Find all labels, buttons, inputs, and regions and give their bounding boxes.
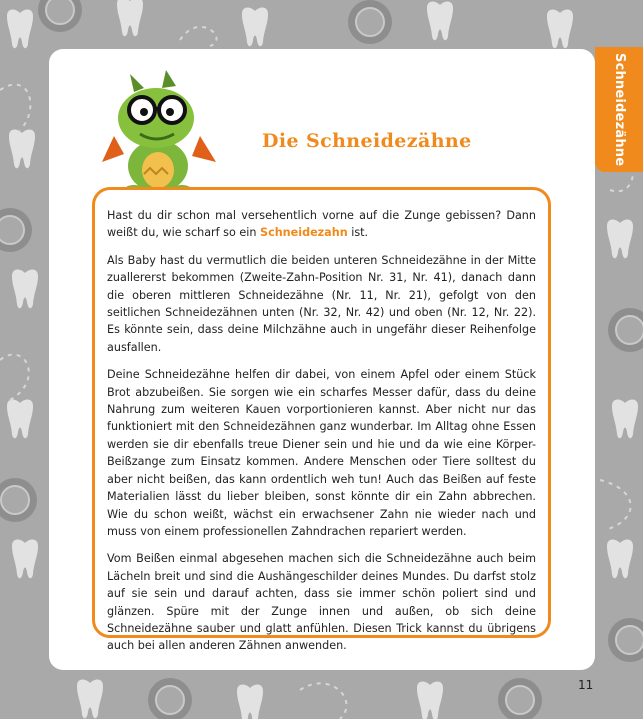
paragraph-eruption-order: Als Baby hast du vermutlich die beiden unteren Schneidezähne in der Mitte zuallererst bekommen (Zweite-Zahn-Position Nr. 31, Nr. 41), danach dann die oberen mittleren Schneidezähne (Nr. 11, Nr. 21), gefolgt von den seitlichen Schneidezähnen unten (Nr. 32, Nr. 42) und oben (Nr. 12, Nr. 22). Es könnte sein, dass deine Milchzähne auch in ungefähr dieser Reihenfolge ausfallen. [107,253,536,354]
paragraph-intro-text: Hast du dir schon mal versehentlich vorne auf die Zunge gebissen? Dann weißt du, wie scharf so ein [107,209,536,240]
paragraph-biting: Deine Schneidezähne helfen dir dabei, von einem Apfel oder einem Stück Brot abzubeißen. Sie sorgen wie ein scharfes Messer dafür, dass du deine Nahrung zum weiteren Kauen vorportionieren kannst. Aber nicht nur das funktioniert mit den Schneidezähnen ganz wunderbar. Im Alltag ohne Essen werden sie dir ebenfalls treue Diener sein und hie und da wie eine Körper-Beißzange zum Einsatz kommen. Andere Menschen oder Tiere solltest du aber nicht beißen, das kann ordentlich weh tun! Auch das Beißen auf feste Materialien lässt du lieber bleiben, sonst könnte dir ein Zahn abbrechen. Wie du schon weißt, wächst ein erwachsener Zahn nie wieder nach und muss von einem professionellen Zahndrachen repariert werden. [107,368,536,538]
dragon-with-glasses-icon [100,70,218,194]
content-box [92,187,551,653]
paragraph-smile: Vom Beißen einmal abgesehen machen sich die Schneidezähne auch beim Lächeln breit und sind die Aushängeschilder deines Mundes. Du darfst stolz auf sie sein und darauf achten, dass sie immer schön poliert sind und glänzen. Spüre mit der Zunge innen und außen, ob sich deine Schneidezähne sauber und glatt anfühlen. Diesen Trick kannst du übrigens auch bei allen anderen Zähnen anwenden. [107,552,536,653]
paragraph-intro [107,207,536,242]
chapter-tab [595,47,643,172]
chapter-title: Die Schneidezähne [262,130,472,152]
chapter-tab-label: Schneidezähne [612,52,627,167]
page-number: 11 [578,678,594,692]
highlighted-term: Schneidezahn [260,226,348,240]
paragraph-intro-end: ist. [347,226,369,240]
